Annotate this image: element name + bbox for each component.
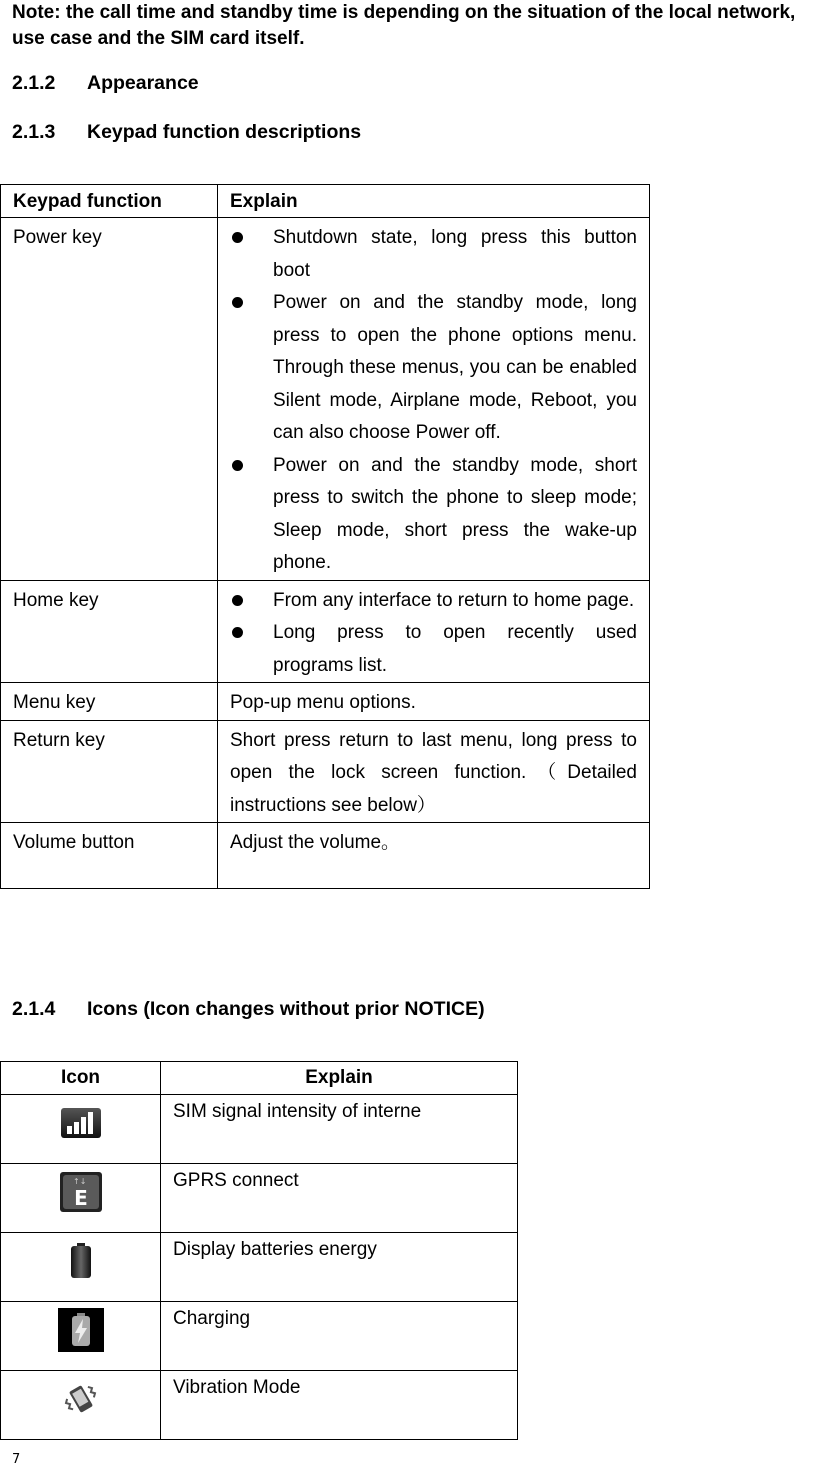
table-row: [1, 1164, 518, 1233]
table-row: [1, 823, 650, 889]
table-row: [1, 580, 650, 683]
icon-cell: [1, 1371, 161, 1440]
header-keypad-function: Keypad function: [1, 185, 218, 218]
icon-table: [0, 1061, 518, 1440]
battery-icon: [70, 1243, 92, 1279]
key-name: Volume button: [1, 823, 218, 889]
table-row: [1, 1371, 518, 1440]
page-number: 7: [12, 1452, 21, 1467]
key-explain: [218, 218, 650, 581]
icon-explain: Charging: [161, 1302, 518, 1371]
table-row: [1, 683, 650, 721]
heading-title: Keypad function descriptions: [87, 121, 362, 143]
svg-text:E: E: [73, 1186, 88, 1211]
bullet-item: Shutdown state, long press this button boot: [230, 222, 637, 287]
heading-number: 2.1.2: [12, 72, 56, 94]
heading-title: Appearance: [87, 72, 199, 94]
key-explain: [218, 580, 650, 683]
key-name: Home key: [1, 580, 218, 683]
svg-text:↑↓: ↑↓: [72, 1177, 86, 1187]
signal-bars-icon: [61, 1108, 101, 1138]
header-explain: Explain: [218, 185, 650, 218]
gprs-e-icon: [60, 1172, 102, 1212]
icon-cell: [1, 1233, 161, 1302]
table-header-row: [1, 1062, 518, 1095]
table-row: [1, 1233, 518, 1302]
icon-cell: [1, 1095, 161, 1164]
table-row: [1, 720, 650, 823]
heading-appearance: [12, 71, 199, 95]
icon-explain: Display batteries energy: [161, 1233, 518, 1302]
icon-explain: Vibration Mode: [161, 1371, 518, 1440]
heading-title: Icons (Icon changes without prior NOTICE): [87, 998, 485, 1020]
bullet-item: Power on and the standby mode, long press to open the phone options menu. Through these menus, you can be enabled Silent mode, Airplane mode, Reboot, you can also choose Power off.: [230, 287, 637, 450]
header-explain: Explain: [161, 1062, 518, 1095]
heading-keypad: [12, 120, 361, 144]
bullet-item: Long press to open recently used programs list.: [230, 617, 637, 682]
key-explain: Short press return to last menu, long press to open the lock screen function.（Detailed instructions see below）: [218, 720, 650, 823]
heading-number: 2.1.3: [12, 121, 56, 143]
key-name: Power key: [1, 218, 218, 581]
note-text: Note: the call time and standby time is depending on the situation of the local network, use case and the SIM card itself.: [12, 2, 796, 49]
heading-number: 2.1.4: [12, 998, 56, 1020]
bullet-list: [230, 585, 637, 683]
icon-cell: [1, 1164, 161, 1233]
heading-icons: [12, 997, 485, 1021]
key-explain: Pop-up menu options.: [218, 683, 650, 721]
charging-icon: [58, 1308, 104, 1352]
key-name: Return key: [1, 720, 218, 823]
icon-explain: GPRS connect: [161, 1164, 518, 1233]
header-icon: Icon: [1, 1062, 161, 1095]
table-row: [1, 1302, 518, 1371]
icon-explain: SIM signal intensity of interne: [161, 1095, 518, 1164]
icon-cell: [1, 1302, 161, 1371]
bullet-item: Power on and the standby mode, short press to switch the phone to sleep mode; Sleep mode, short press the wake-up phone.: [230, 450, 637, 580]
table-row: [1, 1095, 518, 1164]
key-name: Menu key: [1, 683, 218, 721]
vibration-icon: [63, 1382, 99, 1416]
table-header-row: [1, 185, 650, 218]
keypad-function-table: [0, 184, 650, 889]
bullet-list: [230, 222, 637, 580]
table-row: [1, 218, 650, 581]
key-explain: Adjust the volume。: [218, 823, 650, 889]
bullet-item: From any interface to return to home page.: [230, 585, 637, 618]
